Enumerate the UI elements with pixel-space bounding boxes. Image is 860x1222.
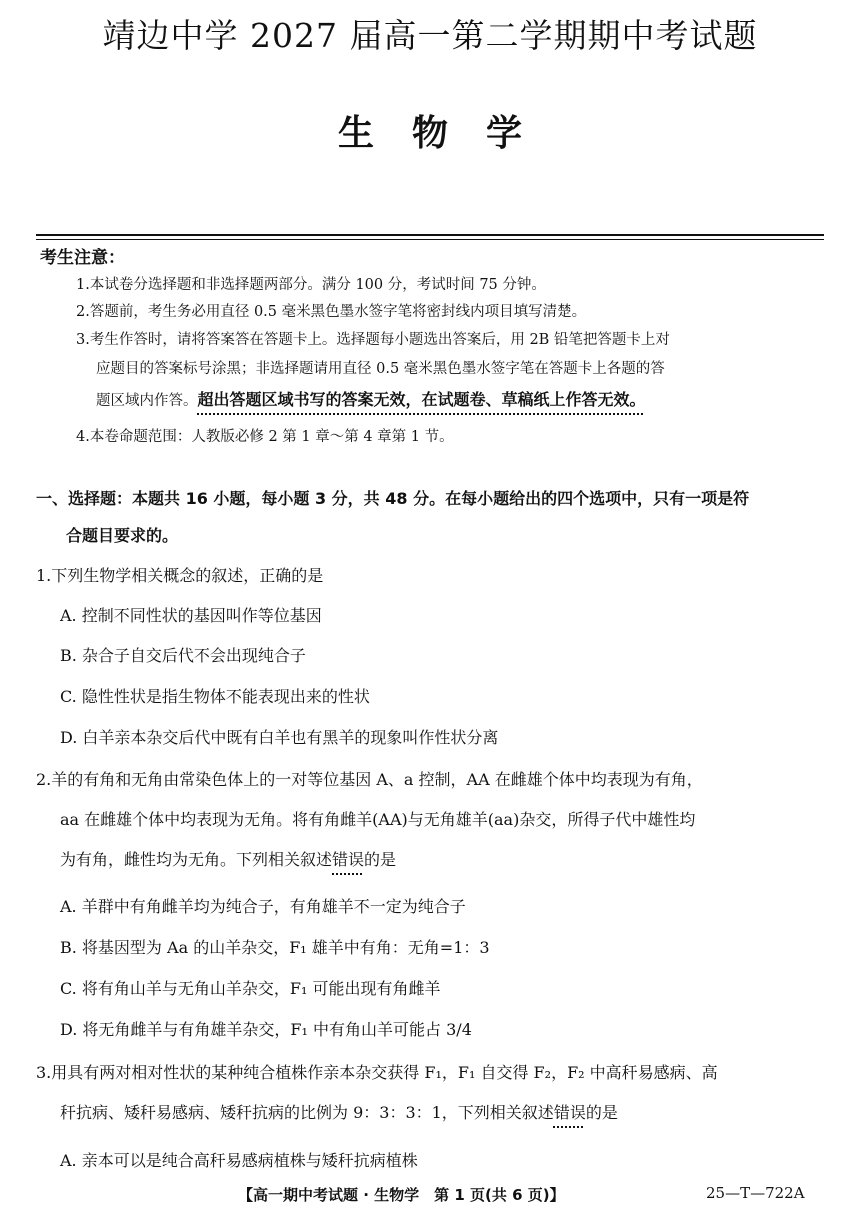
subject-title: 生物学 xyxy=(337,113,560,154)
divider xyxy=(36,239,824,240)
question-2-stem-text: 为有角，雌性均为无角。下列相关叙述 xyxy=(60,850,333,869)
question-2-option-b: B. 将基因型为 Aa 的山羊杂交，F₁ 雄羊中有角：无角=1：3 xyxy=(60,938,490,957)
footer-exam-code: 25—T—722A xyxy=(706,1184,805,1202)
question-2-stem-line-3 xyxy=(60,840,826,880)
notice-item-3-text: 题区域内作答。 xyxy=(96,393,198,409)
question-3-emphasis: 错误 xyxy=(553,1103,586,1122)
question-2-emphasis: 错误 xyxy=(332,850,365,869)
notice-item-3-line-3 xyxy=(96,389,826,412)
question-1-option-b: B. 杂合子自交后代不会出现纯合子 xyxy=(60,646,306,665)
question-2-option-c: C. 将有角山羊与无角山羊杂交，F₁ 可能出现有角雌羊 xyxy=(60,979,441,998)
notice-item-3-line-1: 3.考生作答时，请将答案答在答题卡上。选择题每小题选出答案后，用 2B 铅笔把答题卡上对 xyxy=(76,332,670,348)
exam-title: 靖边中学 2027 届高一第二学期期中考试题 xyxy=(102,16,758,55)
notice-heading: 考生注意： xyxy=(40,248,125,268)
divider xyxy=(36,234,824,236)
question-3-stem-end: 的是 xyxy=(585,1103,618,1122)
question-3-stem-line-2 xyxy=(60,1093,826,1133)
section-heading-line-2: 合题目要求的。 xyxy=(66,526,179,545)
question-2-stem-line-1: 2.羊的有角和无角由常染色体上的一对等位基因 A、a 控制，AA 在雌雄个体中均表现为有角， xyxy=(36,770,703,789)
question-2-stem-line-2: aa 在雌雄个体中均表现为无角。将有角雌羊(AA)与无角雄羊(aa)杂交，所得子代中雄性均 xyxy=(60,810,696,829)
question-3-stem-line-1: 3.用具有两对相对性状的某种纯合植株作亲本杂交获得 F₁，F₁ 自交得 F₂，F₂ 中高秆易感病、高 xyxy=(36,1063,718,1082)
question-1-option-a: A. 控制不同性状的基因叫作等位基因 xyxy=(60,606,322,625)
question-2-stem-end: 的是 xyxy=(364,850,397,869)
question-1-option-d: D. 白羊亲本杂交后代中既有白羊也有黑羊的现象叫作性状分离 xyxy=(60,728,499,747)
notice-item-4: 4.本卷命题范围：人教版必修 2 第 1 章～第 4 章第 1 节。 xyxy=(76,429,454,445)
footer-page-info: 【高一期中考试题 · 生物学 第 1 页(共 6 页)】 xyxy=(238,1186,565,1204)
question-1-option-c: C. 隐性性状是指生物体不能表现出来的性状 xyxy=(60,687,370,706)
notice-item-2: 2.答题前，考生务必用直径 0.5 毫米黑色墨水签字笔将密封线内项目填写清楚。 xyxy=(76,304,587,320)
question-2-option-a: A. 羊群中有角雌羊均为纯合子，有角雄羊不一定为纯合子 xyxy=(60,897,466,916)
question-1-stem: 1.下列生物学相关概念的叙述，正确的是 xyxy=(36,566,324,585)
section-heading-line-1: 一、选择题：本题共 16 小题，每小题 3 分，共 48 分。在每小题给出的四个选项中，只有一项是符 xyxy=(36,489,750,508)
question-2-option-d: D. 将无角雌羊与有角雄羊杂交，F₁ 中有角山羊可能占 3/4 xyxy=(60,1020,472,1039)
notice-item-1: 1.本试卷分选择题和非选择题两部分。满分 100 分，考试时间 75 分钟。 xyxy=(76,277,546,293)
notice-emphasis: 超出答题区域书写的答案无效，在试题卷、草稿纸上作答无效。 xyxy=(197,390,646,409)
question-3-option-a: A. 亲本可以是纯合高秆易感病植株与矮秆抗病植株 xyxy=(60,1151,418,1170)
notice-item-3-line-2: 应题目的答案标号涂黑；非选择题请用直径 0.5 毫米黑色墨水签字笔在答题卡上各题的答 xyxy=(96,361,665,377)
question-3-stem-text: 秆抗病、矮秆易感病、矮秆抗病的比例为 9：3：3：1，下列相关叙述 xyxy=(60,1103,554,1122)
